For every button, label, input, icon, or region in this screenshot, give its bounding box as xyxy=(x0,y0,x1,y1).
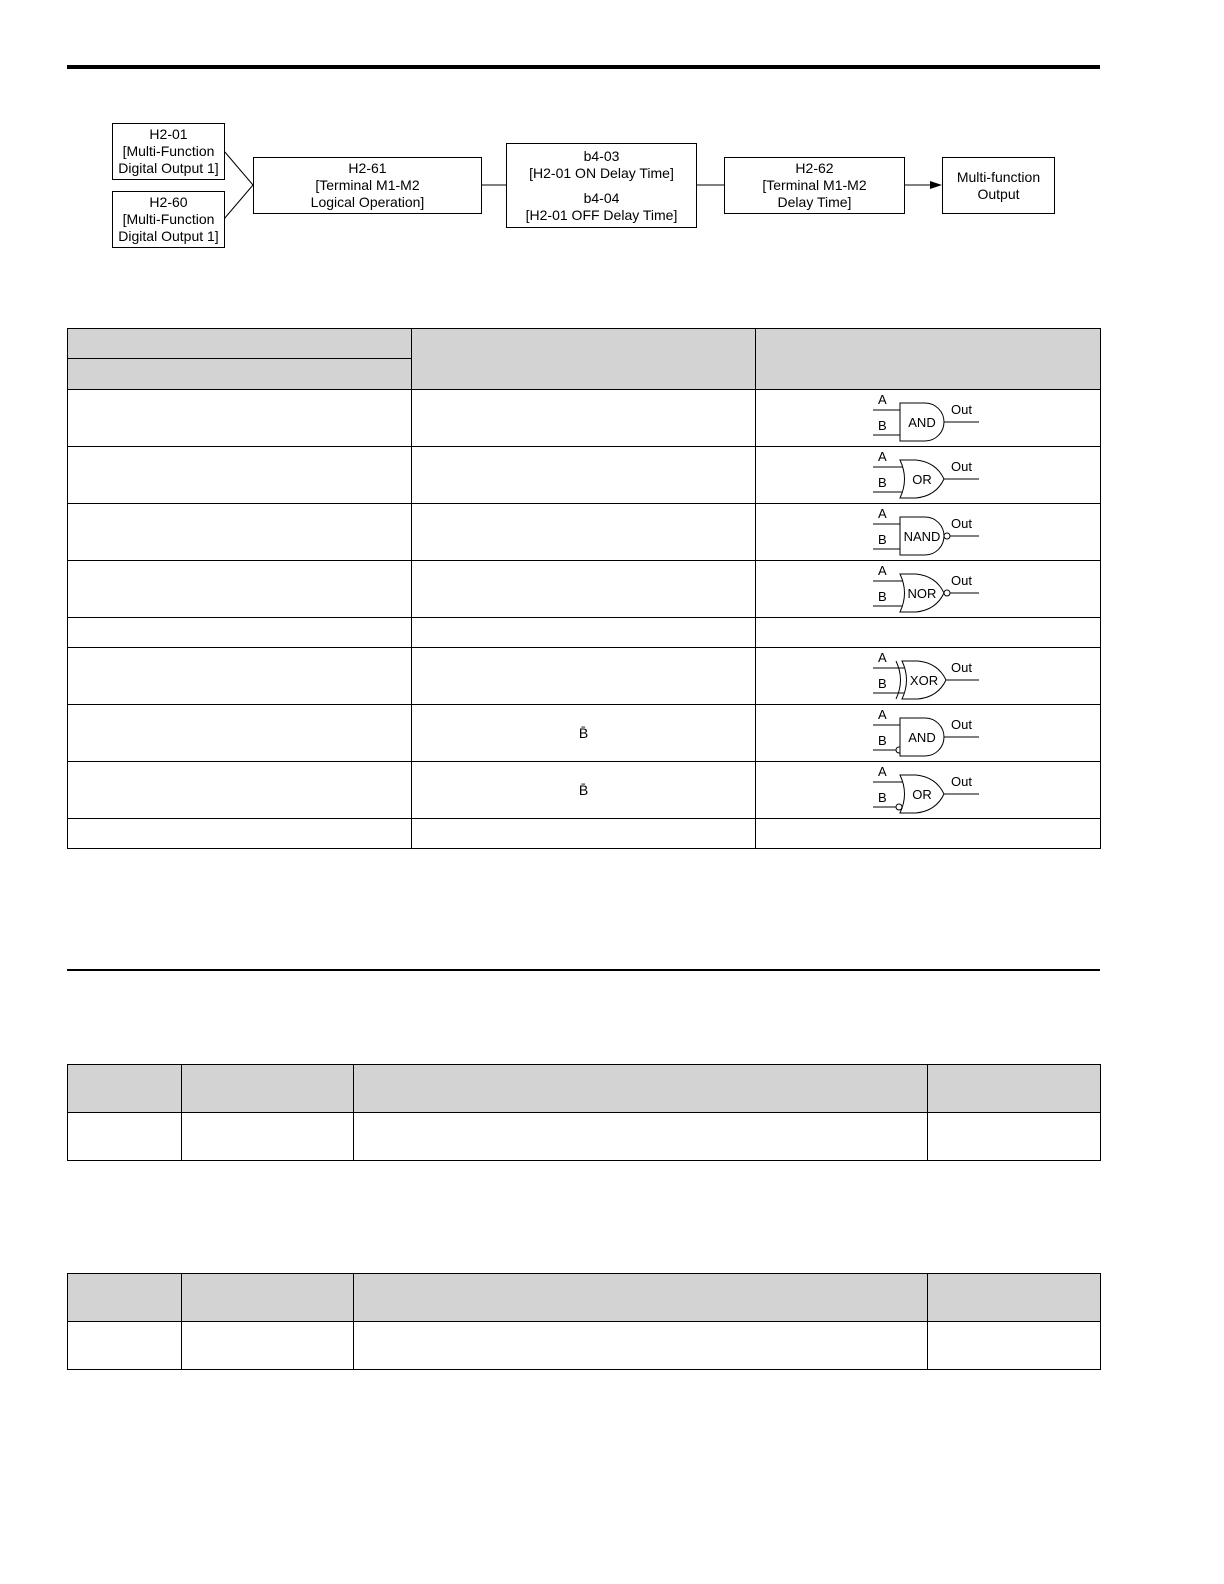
block-h2-01-code: H2-01 xyxy=(149,126,188,142)
block-b4-03-label: [H2-01 ON Delay Time] xyxy=(529,164,674,181)
param-cell-description xyxy=(354,1113,928,1161)
logic-row xyxy=(68,618,1101,648)
header-cell-function xyxy=(412,329,756,390)
param-header-description xyxy=(354,1274,928,1322)
svg-text:Out: Out xyxy=(951,402,972,417)
logic-cell-function xyxy=(412,618,756,648)
param-cell-no xyxy=(68,1113,182,1161)
logic-cell-setting xyxy=(68,447,412,504)
logic-cell-setting xyxy=(68,390,412,447)
svg-text:Out: Out xyxy=(951,717,972,732)
param-header-no xyxy=(68,1065,182,1113)
svg-text:Out: Out xyxy=(951,660,972,675)
logic-cell-function xyxy=(412,561,756,618)
logic-cell-setting xyxy=(68,618,412,648)
block-output-line2: Output xyxy=(977,185,1020,202)
param-header-default xyxy=(928,1274,1101,1322)
svg-text:B: B xyxy=(878,790,887,805)
block-b4-delay xyxy=(506,143,697,228)
logic-cell-function xyxy=(412,504,756,561)
logic-gate-label: NOR xyxy=(907,586,937,601)
param-cell-name xyxy=(182,1113,354,1161)
block-h2-62 xyxy=(724,157,905,214)
block-h2-60 xyxy=(112,191,225,248)
logic-gate-nand-icon xyxy=(873,507,983,557)
block-h2-01-line2: [Multi-Function xyxy=(122,143,215,159)
param-cell-no xyxy=(68,1322,182,1370)
logic-cell-setting xyxy=(68,762,412,819)
logic-row xyxy=(68,504,1101,561)
block-h2-61-code: H2-61 xyxy=(348,160,387,176)
block-h2-01-line3: Digital Output 1] xyxy=(118,160,219,176)
block-output-line1: Multi-function xyxy=(956,168,1041,185)
logic-cell-function xyxy=(412,819,756,849)
section-rule xyxy=(67,969,1100,971)
logic-cell-setting xyxy=(68,561,412,618)
param-cell-description xyxy=(354,1322,928,1370)
logic-gate-label: AND xyxy=(908,415,936,430)
logic-cell-symbol xyxy=(756,504,1101,561)
logic-cell-function xyxy=(412,648,756,705)
svg-text:B: B xyxy=(878,532,887,547)
logic-operation-table xyxy=(67,328,1101,849)
svg-text:Out: Out xyxy=(951,774,972,789)
block-b4-04-code: b4-04 xyxy=(583,189,620,206)
param-header-no xyxy=(68,1274,182,1322)
logic-row xyxy=(68,762,1101,819)
logic-cell-setting xyxy=(68,648,412,705)
block-h2-60-line2: [Multi-Function xyxy=(122,211,215,227)
block-h2-62-line2: [Terminal M1-M2 xyxy=(762,177,867,193)
header-cell-symbol xyxy=(756,329,1101,390)
logic-expression: B̄ xyxy=(578,725,589,741)
logic-row xyxy=(68,447,1101,504)
logic-cell-symbol xyxy=(756,447,1101,504)
logic-cell-symbol xyxy=(756,390,1101,447)
logic-gate-label: AND xyxy=(908,730,936,745)
svg-text:Out: Out xyxy=(951,573,972,588)
block-h2-62-line3: Delay Time] xyxy=(777,194,852,210)
logic-gate-and-icon xyxy=(873,708,983,758)
logic-cell-setting xyxy=(68,504,412,561)
logic-gate-or-icon xyxy=(873,450,983,500)
svg-text:A: A xyxy=(878,651,887,665)
block-multifunction-output xyxy=(942,157,1055,214)
svg-text:A: A xyxy=(878,765,887,779)
logic-row xyxy=(68,819,1101,849)
logic-cell-setting xyxy=(68,705,412,762)
param-cell-name xyxy=(182,1322,354,1370)
svg-text:A: A xyxy=(878,507,887,521)
block-h2-61-line2: [Terminal M1-M2 xyxy=(315,177,420,193)
logic-cell-function xyxy=(412,705,756,762)
svg-text:B: B xyxy=(878,676,887,691)
svg-text:A: A xyxy=(878,564,887,578)
block-h2-01 xyxy=(112,123,225,180)
parameter-table-2 xyxy=(67,1273,1101,1370)
svg-text:B: B xyxy=(878,475,887,490)
svg-text:A: A xyxy=(878,450,887,464)
block-b4-03-code: b4-03 xyxy=(583,147,620,164)
logic-cell-symbol xyxy=(756,705,1101,762)
svg-text:B: B xyxy=(878,733,887,748)
parameter-table-1 xyxy=(67,1064,1101,1161)
svg-text:B: B xyxy=(878,589,887,604)
block-h2-60-code: H2-60 xyxy=(149,194,188,210)
logic-row xyxy=(68,648,1101,705)
logic-cell-function xyxy=(412,390,756,447)
param-header-description xyxy=(354,1065,928,1113)
logic-gate-nor-icon xyxy=(873,564,983,614)
param-header-name xyxy=(182,1274,354,1322)
logic-cell-symbol xyxy=(756,648,1101,705)
param-header-name xyxy=(182,1065,354,1113)
logic-cell-symbol xyxy=(756,819,1101,849)
svg-text:Out: Out xyxy=(951,516,972,531)
block-b4-04-label: [H2-01 OFF Delay Time] xyxy=(525,206,678,223)
logic-expression: B̄ xyxy=(578,782,589,798)
logic-row xyxy=(68,561,1101,618)
param-header-default xyxy=(928,1065,1101,1113)
block-h2-61-line3: Logical Operation] xyxy=(310,194,425,210)
svg-text:Out: Out xyxy=(951,459,972,474)
header-cell-subheading xyxy=(68,359,412,390)
header-cell-setting xyxy=(68,329,412,359)
logic-gate-label: NAND xyxy=(903,529,941,544)
logic-gate-label: OR xyxy=(912,472,932,487)
logic-gate-and-icon xyxy=(873,393,983,443)
logic-gate-xor-icon xyxy=(873,651,983,701)
logic-gate-or-icon xyxy=(873,765,983,815)
block-h2-62-code: H2-62 xyxy=(795,160,834,176)
logic-row xyxy=(68,390,1101,447)
logic-gate-label: XOR xyxy=(909,673,939,688)
svg-text:A: A xyxy=(878,708,887,722)
block-h2-61 xyxy=(253,157,482,214)
logic-cell-symbol xyxy=(756,618,1101,648)
logic-cell-setting xyxy=(68,819,412,849)
logic-cell-function xyxy=(412,762,756,819)
logic-cell-symbol xyxy=(756,561,1101,618)
param-cell-default xyxy=(928,1113,1101,1161)
logic-cell-function xyxy=(412,447,756,504)
logic-gate-label: OR xyxy=(912,787,932,802)
svg-text:B: B xyxy=(878,418,887,433)
logic-cell-symbol xyxy=(756,762,1101,819)
block-h2-60-line3: Digital Output 1] xyxy=(118,228,219,244)
arrow-head-icon xyxy=(930,181,942,189)
logic-row xyxy=(68,705,1101,762)
param-cell-default xyxy=(928,1322,1101,1370)
svg-text:A: A xyxy=(878,393,887,407)
